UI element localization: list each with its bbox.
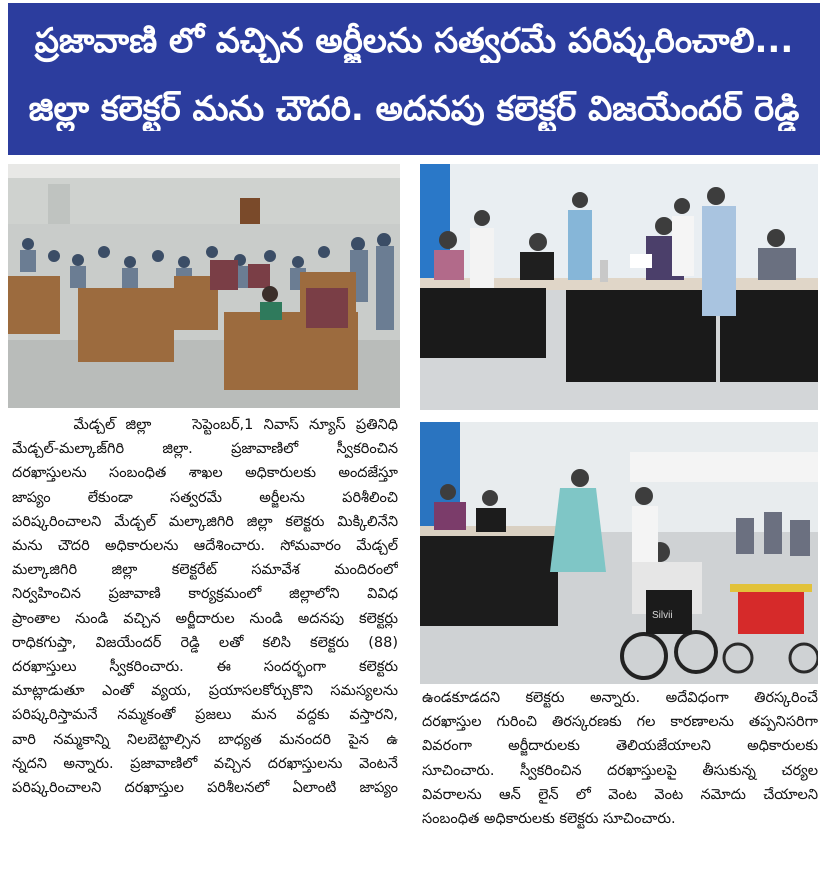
article-line: దరఖాస్తుల గురించి తిరస్కరణకు గల కారణాలను తప్పనిసరిగా [422, 714, 818, 731]
photo-applicants-wheelchair [420, 422, 818, 684]
article-line: వారి నమ్మకాన్ని నిలబెట్టాల్సిన బాధ్యత మనందరి పైన ఉ [12, 731, 398, 748]
article-line: పరిష్కరించాలని దరఖాస్తుల పరిశీలనలో ఏలాంటి జాప్యం [12, 780, 398, 797]
wheelchair-brand-text: Silvii [652, 610, 673, 621]
article-line: పరిష్కరించాలని మేడ్చల్ మల్కాజిగిరి జిల్లా కలెక్టరు మిక్కిలినేని [12, 513, 398, 530]
article-line: ప్రాంతాల నుండి వచ్చిన అర్జీదారుల నుండి అదనపు కలెక్టర్లు [12, 610, 398, 627]
article-line: పరిష్కరిస్తామనే నమ్మకంతో ప్రజలు మన వద్దకు వస్తారని, [12, 707, 398, 724]
article-line: దరఖాస్తులు స్వీకరించారు. ఈ సందర్భంగా కలెక్టరు [12, 659, 398, 676]
headline-line-2: జిల్లా కలెక్టర్ మను చౌదరి. అదనపు కలెక్టర్ విజయేందర్ రెడ్డి [28, 89, 800, 129]
article-line: రాధికగుప్తా, విజయేందర్ రెడ్డి లతో కలిసి కలెక్టరు (88) [12, 634, 398, 651]
article-line: మల్కాజిగిరి జిల్లా కలెక్టరేట్ సమావేశ మందిరంలో [12, 562, 398, 579]
article-left-column [12, 413, 398, 800]
article-line: మేడ్చల్-మల్కాజ్‌గిరి జిల్లా. ప్రజావాణిలో స్వీకరించిన [12, 441, 398, 458]
article-line: సూచించారు. స్వీకరించిన దరఖాస్తులపై తీసుకున్న చర్యల [422, 762, 818, 779]
article-line: నిర్వహించిన ప్రజావాణి కార్యక్రమంలో జిల్లాలోని వివిధ [12, 586, 398, 603]
article-line: మాట్లాడుతూ ఎంతో వ్యయ, ప్రయాసలకోర్చుకొని సమస్యలను [12, 683, 398, 700]
article-line: వివరాలను ఆన్ లైన్ లో వెంట వెంట నమోదు చేయాలని [422, 786, 818, 803]
article-line: వివరంగా అర్జీదారులకు తెలియజేయాలని అధికారులకు [422, 738, 818, 755]
photo-officials-table [420, 164, 818, 410]
article-line: మేడ్చల్ జిల్లా సెప్టెంబర్,1 నివాస్ న్యూస్ ప్రతినిధి [12, 417, 398, 433]
headline-line-1: ప్రజావాణి లో వచ్చిన అర్జీలను సత్వరమే పరిష్కరించాలి... [34, 21, 794, 61]
headline-banner [8, 3, 820, 155]
article-line: జాప్యం లేకుండా సత్వరమే అర్జీలను పరిశీలించి [12, 489, 398, 506]
article-line: ఉండకూడదని కలెక్టరు అన్నారు. అదేవిధంగా తిరస్కరించే [422, 690, 818, 706]
photo-hall-audience [8, 164, 400, 408]
article-right-column [422, 686, 818, 831]
article-line: మను చౌదరి అధికారులను ఆదేశించారు. సోమవారం మేడ్చల్ [12, 538, 398, 555]
article-line: సంబంధిత అధికారులకు కలెక్టరు సూచించారు. [422, 811, 676, 828]
article-line: న్నదని అన్నారు. ప్రజావాణిలో వచ్చిన దరఖాస్తులను వెంటనే [12, 755, 398, 772]
article-line: దరఖాస్తులను సంబంధిత శాఖల అధికారులకు అందజేస్తూ [12, 465, 398, 482]
